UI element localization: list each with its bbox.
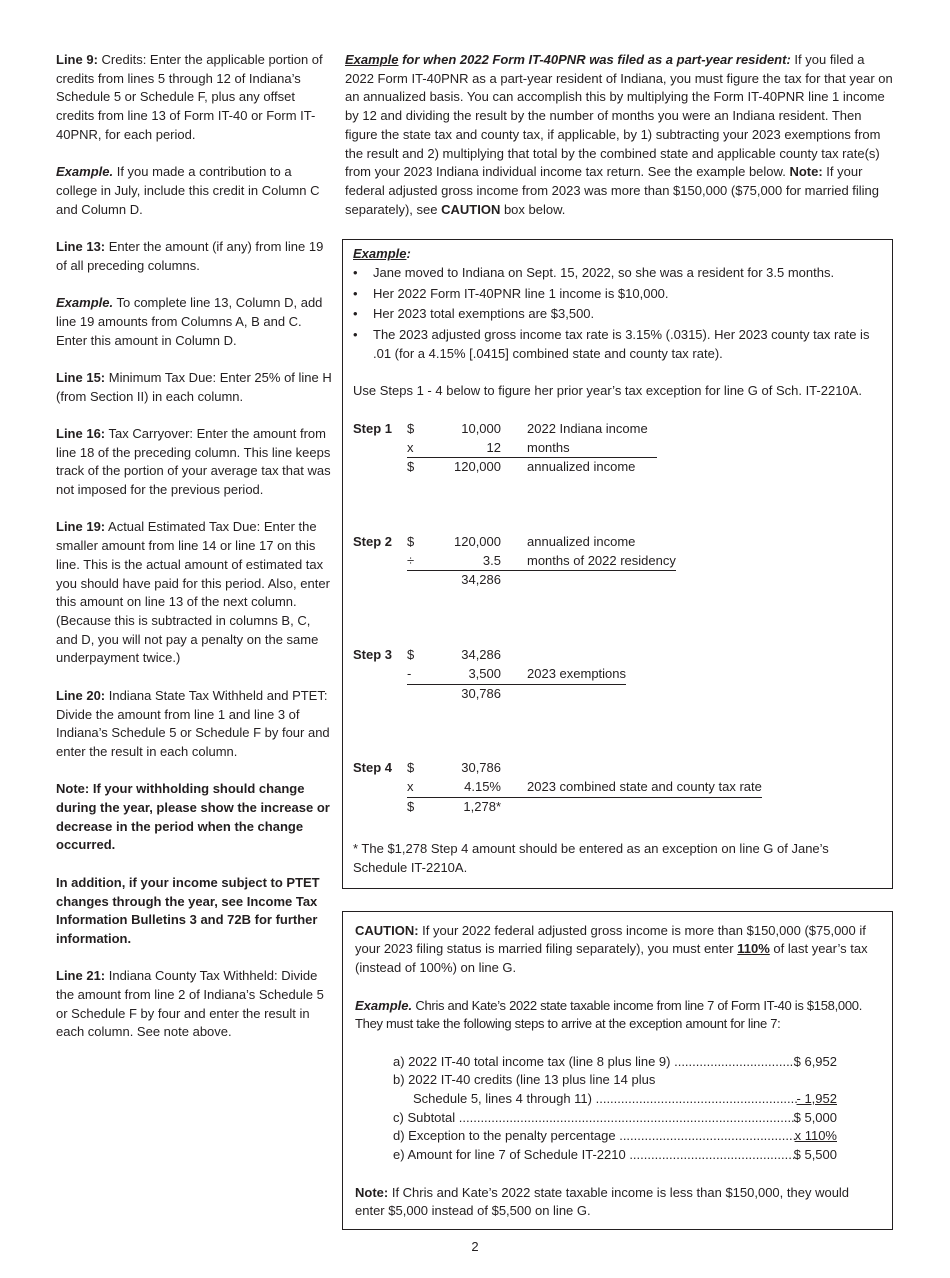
left-column-instructions [56,51,332,1061]
paragraph-text: Indiana County Tax Withheld: Divide the amount from line 2 of Indiana’s Schedule 5 or Schedule F by four and enter the result in each column. See note above. [56,968,324,1040]
instruction-paragraph [56,967,332,1042]
step-gap [501,665,527,685]
paragraph-text: If you made a contribution to a college in July, include this credit in Column C and Column D. [56,164,320,217]
example-box-title: Example [353,246,407,262]
step-description: months [527,439,657,459]
step-operator: $ [407,420,415,436]
step-description: months of 2022 residency [527,552,676,572]
calculation-row [393,1090,837,1109]
instruction-paragraph [56,874,332,949]
intro-text: If you filed a 2022 Form IT-40PNR as a part-year resident of Indiana, you must figure the tax for that year on an annualized basis. You can accomplish this by multiplying the Form IT-40PNR line 1 income by 12 and dividing the result by the number of months you were an Indiana resident. Then figure the state tax and county tax, if applicable, by 1) subtracting your 2023 exemptions from the result and 2) multiplying that total by the combined state and applicable county tax rate(s) from your 2023 Indiana individual income tax return. See the example below. [345,52,893,180]
paragraph-lead: Line 9: [56,52,98,67]
step-operator: x [407,778,447,798]
step-gap [501,646,527,665]
paragraph-lead: Line 21: [56,968,106,984]
caution-example-label: Example. [355,997,413,1013]
step-label: Step 4 [353,760,393,776]
step-label: Step 1 [353,420,393,436]
step-amount: 12 [447,439,501,459]
paragraph-text: Tax Carryover: Enter the amount from line 18 of the preceding column. This line keeps track of the portion of your average tax that was not imposed for the previous period. [56,425,331,498]
step-description: 2023 exemptions [527,665,626,685]
calculation-row [393,1071,837,1090]
step-gap [501,759,527,778]
step-2 [353,533,882,590]
step-label: Step 2 [353,534,393,550]
instruction-paragraph [56,369,332,406]
paragraph-text: Minimum Tax Due: Enter 25% of line H (from Section II) in each column. [56,369,332,404]
intro-note-end: box below. [500,201,566,217]
instruction-paragraph [56,163,332,219]
calculation-value: $ 5,500 [793,1147,837,1163]
paragraph-text: Enter the amount (if any) from line 19 of all preceding columns. [56,239,324,273]
calculation-label: c) Subtotal ..... [393,1109,794,1128]
step-operator: ÷ [407,552,447,572]
example-box-colon: : [406,246,411,262]
step-amount: 34,286 [461,572,501,588]
paragraph-text: Actual Estimated Tax Due: Enter the smaller amount from line 14 or line 17 on this line. This is the actual amount of estimated tax you should have paid for this period. Also, enter this amount on line 13 of the next column. (Because this is subtracted in columns B, C, and D, you will not pay a penalty on the same underpayment twice.) [56,519,330,666]
step-gap [501,798,527,817]
step-gap [501,439,527,459]
step-amount: 120,000 [454,534,501,550]
spacer [353,552,407,572]
paragraph-lead: Note: If your withholding should change during the year, please show the increase or decrease in the period when the change occurred. [56,781,330,853]
paragraph-lead: Example. [56,164,114,180]
step-gap [501,533,527,552]
paragraph-text: Credits: Enter the applicable portion of credits from lines 5 through 12 of Indiana’s Schedule 5 or Schedule F, plus any offset credits from line 13 of Form IT-40 or Form IT-40PNR, for each period. [56,52,323,142]
step-operator: - [407,665,447,685]
calculation-label: Schedule 5, lines 4 through 11) ..... [393,1090,797,1109]
calculation-value: x 110% [794,1128,837,1144]
step-gap [501,571,527,590]
caution-note-label: Note: [355,1184,389,1200]
calculation-label: e) Amount for line 7 of Schedule IT-2210 ..... [393,1146,794,1165]
spacer [353,571,407,590]
intro-note-label: Note: [789,164,823,180]
instruction-paragraph [56,51,332,145]
instruction-paragraph [56,294,332,350]
step-operator [407,571,447,590]
step-description: 2023 combined state and county tax rate [527,778,762,798]
intro-heading: for when 2022 Form IT-40PNR was filed as a part-year resident: [398,52,791,67]
instruction-paragraph [56,238,332,275]
example-bullet: • Her 2023 total exemptions are $3,500. [353,305,882,324]
caution-label: CAUTION: [355,922,419,938]
step-amount: 10,000 [461,420,501,436]
caution-text-end: of last year’s tax (instead of 100%) on line G. [355,941,868,976]
step-label: Step 3 [353,647,393,663]
step-gap [501,685,527,704]
spacer [353,665,407,685]
example-bullet: • Her 2022 Form IT-40PNR line 1 income is $10,000. [353,285,882,304]
caution-percent: 110% [737,941,770,957]
example-box [342,239,893,888]
paragraph-lead: Line 13: [56,239,106,254]
caution-text: If your 2022 federal adjusted gross income is more than $150,000 ($75,000 if your 2023 filing status is married filing separately), you must enter [355,922,866,957]
step-description: annualized income [527,534,636,550]
example-bullet: • Jane moved to Indiana on Sept. 15, 2022, so she was a resident for 3.5 months. [353,264,882,283]
calculation-row [393,1109,837,1128]
part-year-resident-intro [342,51,895,219]
calculation-row [393,1146,837,1165]
paragraph-lead: Line 16: [56,425,106,441]
step-gap [501,552,527,572]
calculation-value: - 1,952 [796,1091,837,1107]
spacer [353,798,407,817]
step-1 [353,420,882,477]
step-description [527,759,882,778]
step-gap [501,420,527,439]
instruction-paragraph [56,518,332,668]
step-description [527,646,882,665]
caution-calculation-list [393,1053,837,1165]
step-description: annualized income [527,459,636,475]
step-description [527,571,882,590]
step-operator: $ [407,798,415,814]
example-bullets [353,264,882,364]
step-operator: $ [407,760,415,776]
spacer [353,685,407,704]
spacer [353,778,407,798]
paragraph-lead: Example. [56,295,114,311]
step-operator: $ [407,647,415,663]
step-description [527,798,882,817]
paragraph-text: To complete line 13, Column D, add line 19 amounts from Columns A, B and C. Enter this amount in Column D. [56,295,323,348]
paragraph-lead: Line 15: [56,369,106,385]
step-operator [407,685,447,704]
step-amount: 1,278* [463,798,501,814]
paragraph-lead: Line 20: [56,687,106,703]
steps [353,420,882,816]
intro-example-label: Example [345,52,399,67]
instruction-paragraph [56,780,332,855]
example-bullet: • The 2023 adjusted gross income tax rate is 3.15% (.0315). Her 2023 county tax rate is .01 (for a 4.15% [.0415] combined state and county tax rate). [353,326,882,363]
step-amount: 4.15% [447,778,501,798]
calculation-value: $ 6,952 [793,1053,837,1069]
step-3 [353,646,882,703]
calculation-label: b) 2022 IT-40 credits (line 13 plus line 14 plus [393,1072,656,1088]
step-amount: 30,786 [461,760,501,776]
step-operator: $ [407,459,415,475]
instruction-paragraph [56,425,332,500]
right-column [342,51,895,1230]
calculation-row [393,1053,837,1072]
caution-example-text: Chris and Kate’s 2022 state taxable income from line 7 of Form IT-40 is $158,000. They must take the following steps to arrive at the exception amount for line 7: [355,997,863,1032]
calculation-value: $ 5,000 [793,1109,837,1125]
step-amount: 34,286 [461,647,501,663]
intro-note-text: If your federal adjusted gross income from 2023 was more than $150,000 ($75,000 for married filing separately), see [345,164,880,217]
calculation-label: d) Exception to the penalty percentage ..... [393,1127,795,1146]
example-instructions: Use Steps 1 - 4 below to figure her prior year’s tax exception for line G of Sch. IT-2210A. [353,383,862,399]
step-amount: 3.5 [447,552,501,572]
step-amount: 120,000 [454,459,501,475]
example-footnote: * The $1,278 Step 4 amount should be entered as an exception on line G of Jane’s Schedule IT-2210A. [353,841,829,876]
caution-box [342,911,893,1230]
step-gap [501,458,527,477]
step-4 [353,759,882,816]
instruction-paragraph [56,687,332,762]
paragraph-lead: In addition, if your income subject to PTET changes through the year, see Income Tax Information Bulletins 3 and 72B for further information. [56,874,320,946]
spacer [353,458,407,477]
paragraph-text: Indiana State Tax Withheld and PTET: Divide the amount from line 1 and line 3 of Indiana’s Schedule 5 or Schedule F by four and enter the result in each column. [56,687,330,759]
paragraph-lead: Line 19: [56,519,106,535]
step-description [527,685,882,704]
step-description: 2022 Indiana income [527,420,648,436]
spacer [353,439,407,459]
calculation-row [393,1127,837,1146]
step-operator: $ [407,534,415,550]
intro-caution-word: CAUTION [441,201,501,217]
step-amount: 3,500 [447,665,501,685]
step-operator: x [407,439,447,459]
step-amount: 30,786 [461,685,501,701]
page-number: 2 [471,1239,479,1254]
calculation-label: a) 2022 IT-40 total income tax (line 8 plus line 9) ..... [393,1053,794,1072]
caution-note-text: If Chris and Kate’s 2022 state taxable income is less than $150,000, they would enter $5,000 instead of $5,500 on line G. [355,1184,850,1219]
step-gap [501,778,527,798]
